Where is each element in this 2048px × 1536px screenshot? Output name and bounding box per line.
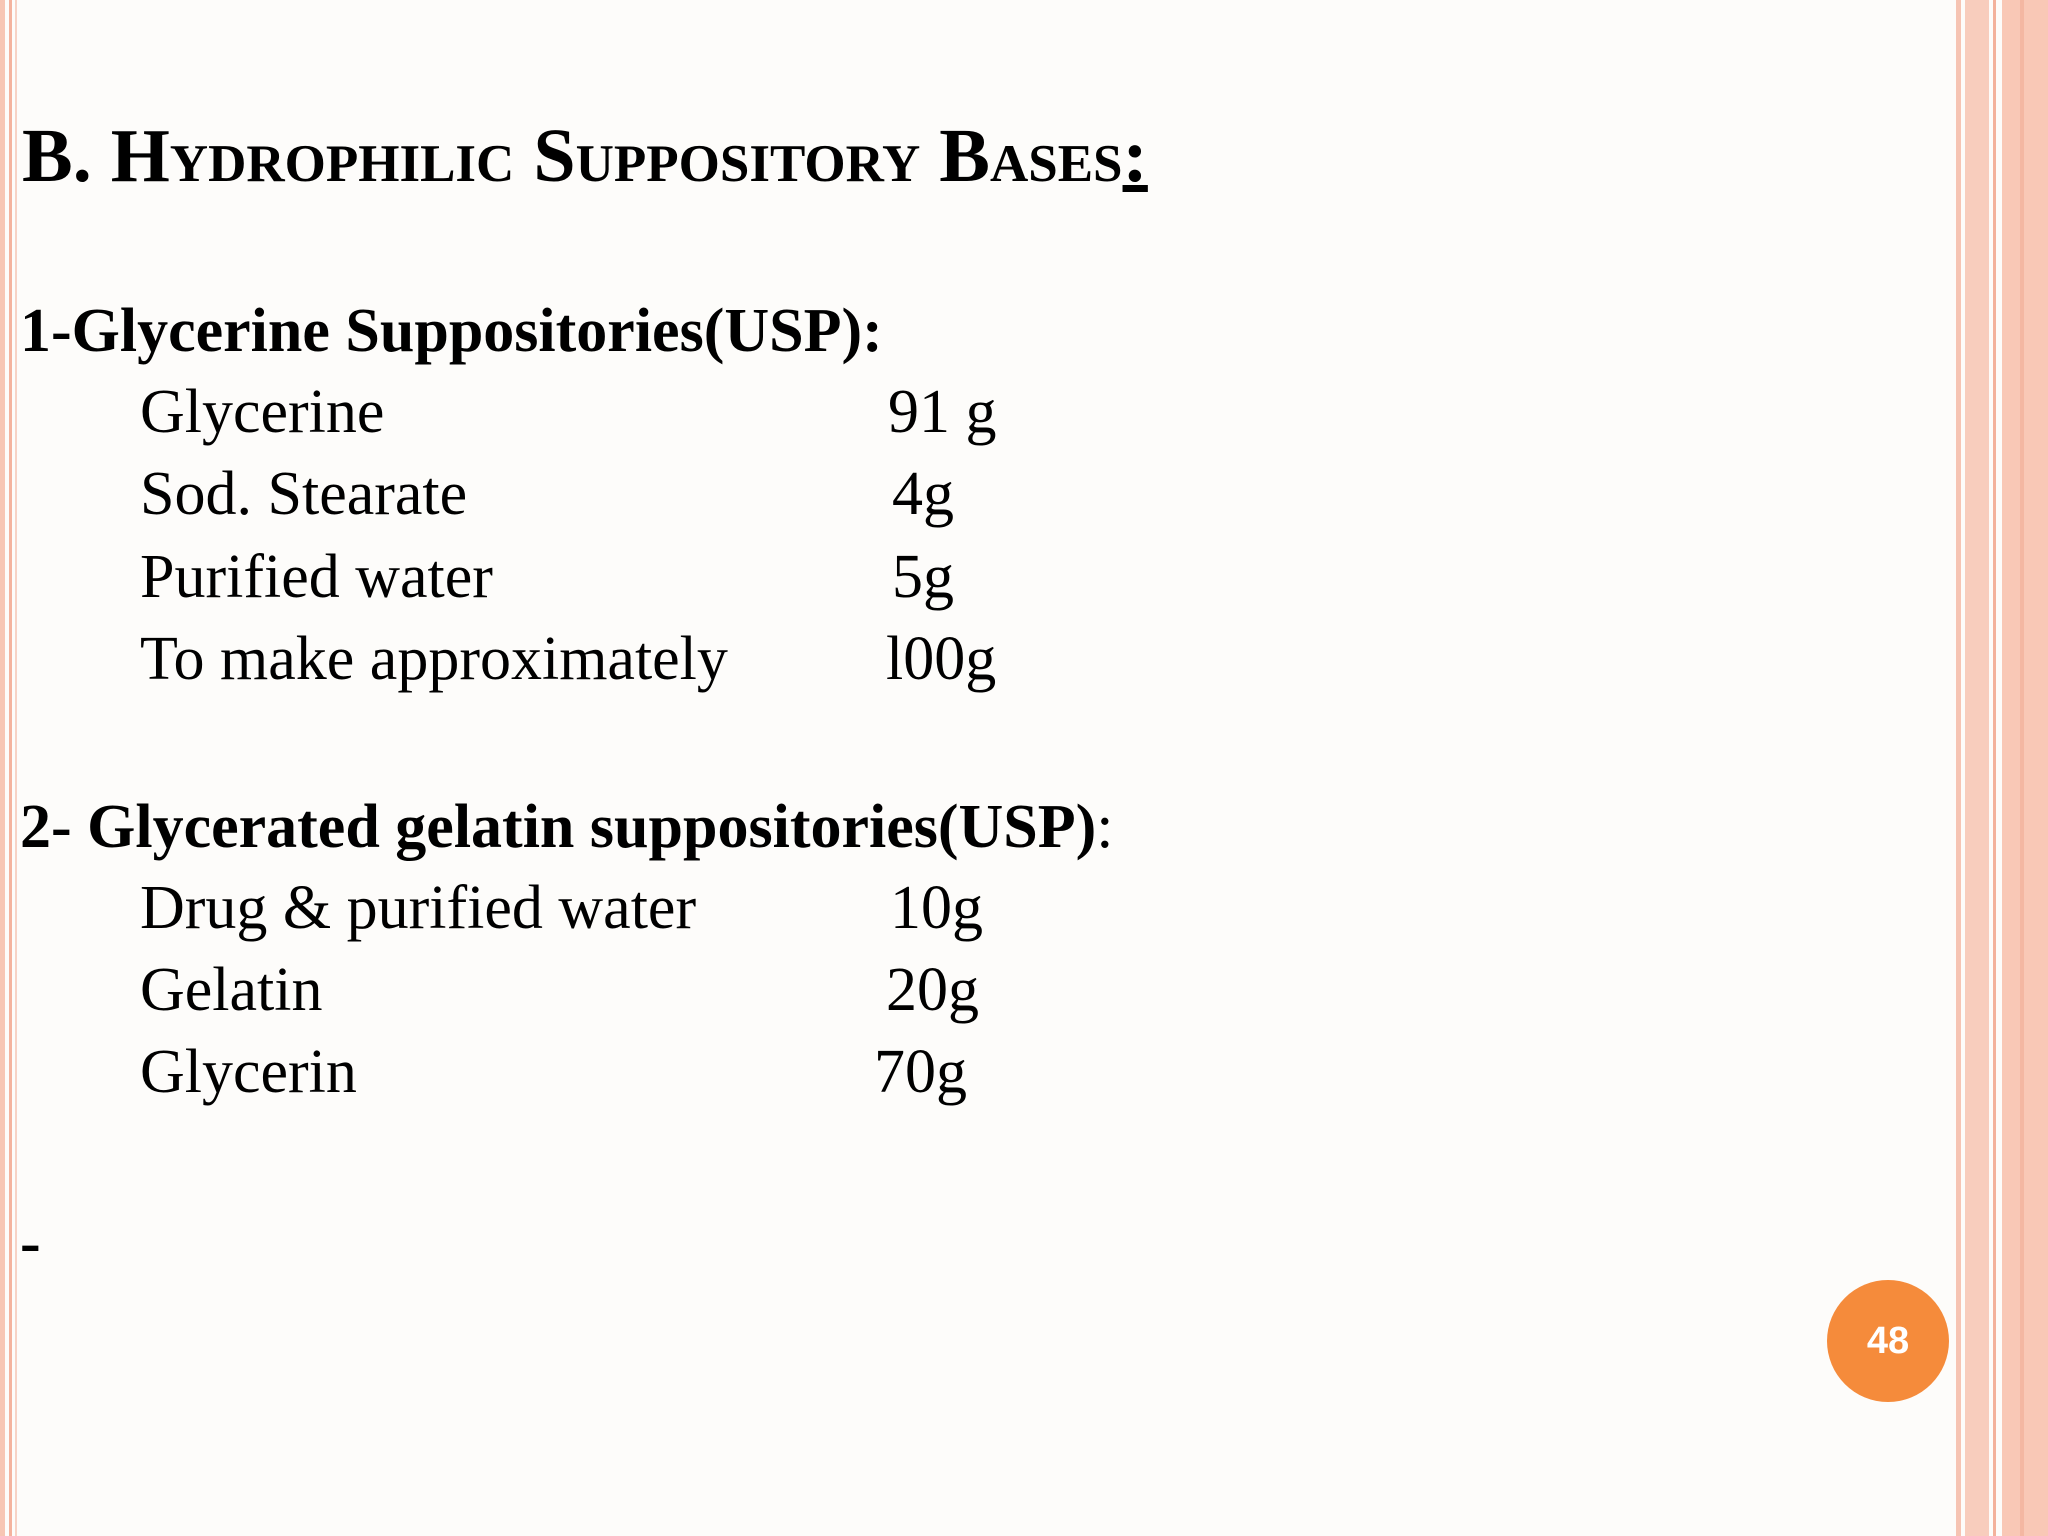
left-border-decoration bbox=[0, 0, 20, 1536]
ingredient-amount: 5g bbox=[892, 543, 954, 611]
section-2-heading-text: 2- Glycerated gelatin suppositories(USP) bbox=[20, 793, 1097, 861]
ingredient-amount: 70g bbox=[874, 1038, 967, 1106]
slide-title-text: B. Hydrophilic Suppository Bases bbox=[22, 114, 1123, 198]
ingredient-name: Gelatin bbox=[140, 956, 323, 1024]
trailing-dash: - bbox=[20, 1209, 41, 1277]
section-2-heading-colon: : bbox=[1096, 793, 1114, 861]
ingredient-name: Sod. Stearate bbox=[140, 460, 468, 528]
ingredient-name: Purified water bbox=[140, 543, 493, 611]
page-number-badge: 48 bbox=[1827, 1280, 1949, 1402]
section-2-heading bbox=[20, 793, 1114, 861]
ingredient-amount: 20g bbox=[886, 956, 979, 1024]
ingredient-amount: l00g bbox=[886, 625, 997, 693]
slide-title-colon: : bbox=[1122, 114, 1148, 198]
ingredient-amount: 4g bbox=[892, 460, 954, 528]
ingredient-amount: 10g bbox=[890, 874, 983, 942]
ingredient-name: Drug & purified water bbox=[140, 874, 697, 942]
ingredient-name: To make approximately bbox=[140, 625, 728, 693]
right-border-decoration bbox=[1956, 0, 2048, 1536]
ingredient-name: Glycerine bbox=[140, 378, 385, 446]
ingredient-amount: 91 g bbox=[888, 378, 997, 446]
slide-title bbox=[22, 114, 1148, 198]
section-1-heading: 1-Glycerine Suppositories(USP): bbox=[20, 297, 883, 365]
ingredient-name: Glycerin bbox=[140, 1038, 357, 1106]
